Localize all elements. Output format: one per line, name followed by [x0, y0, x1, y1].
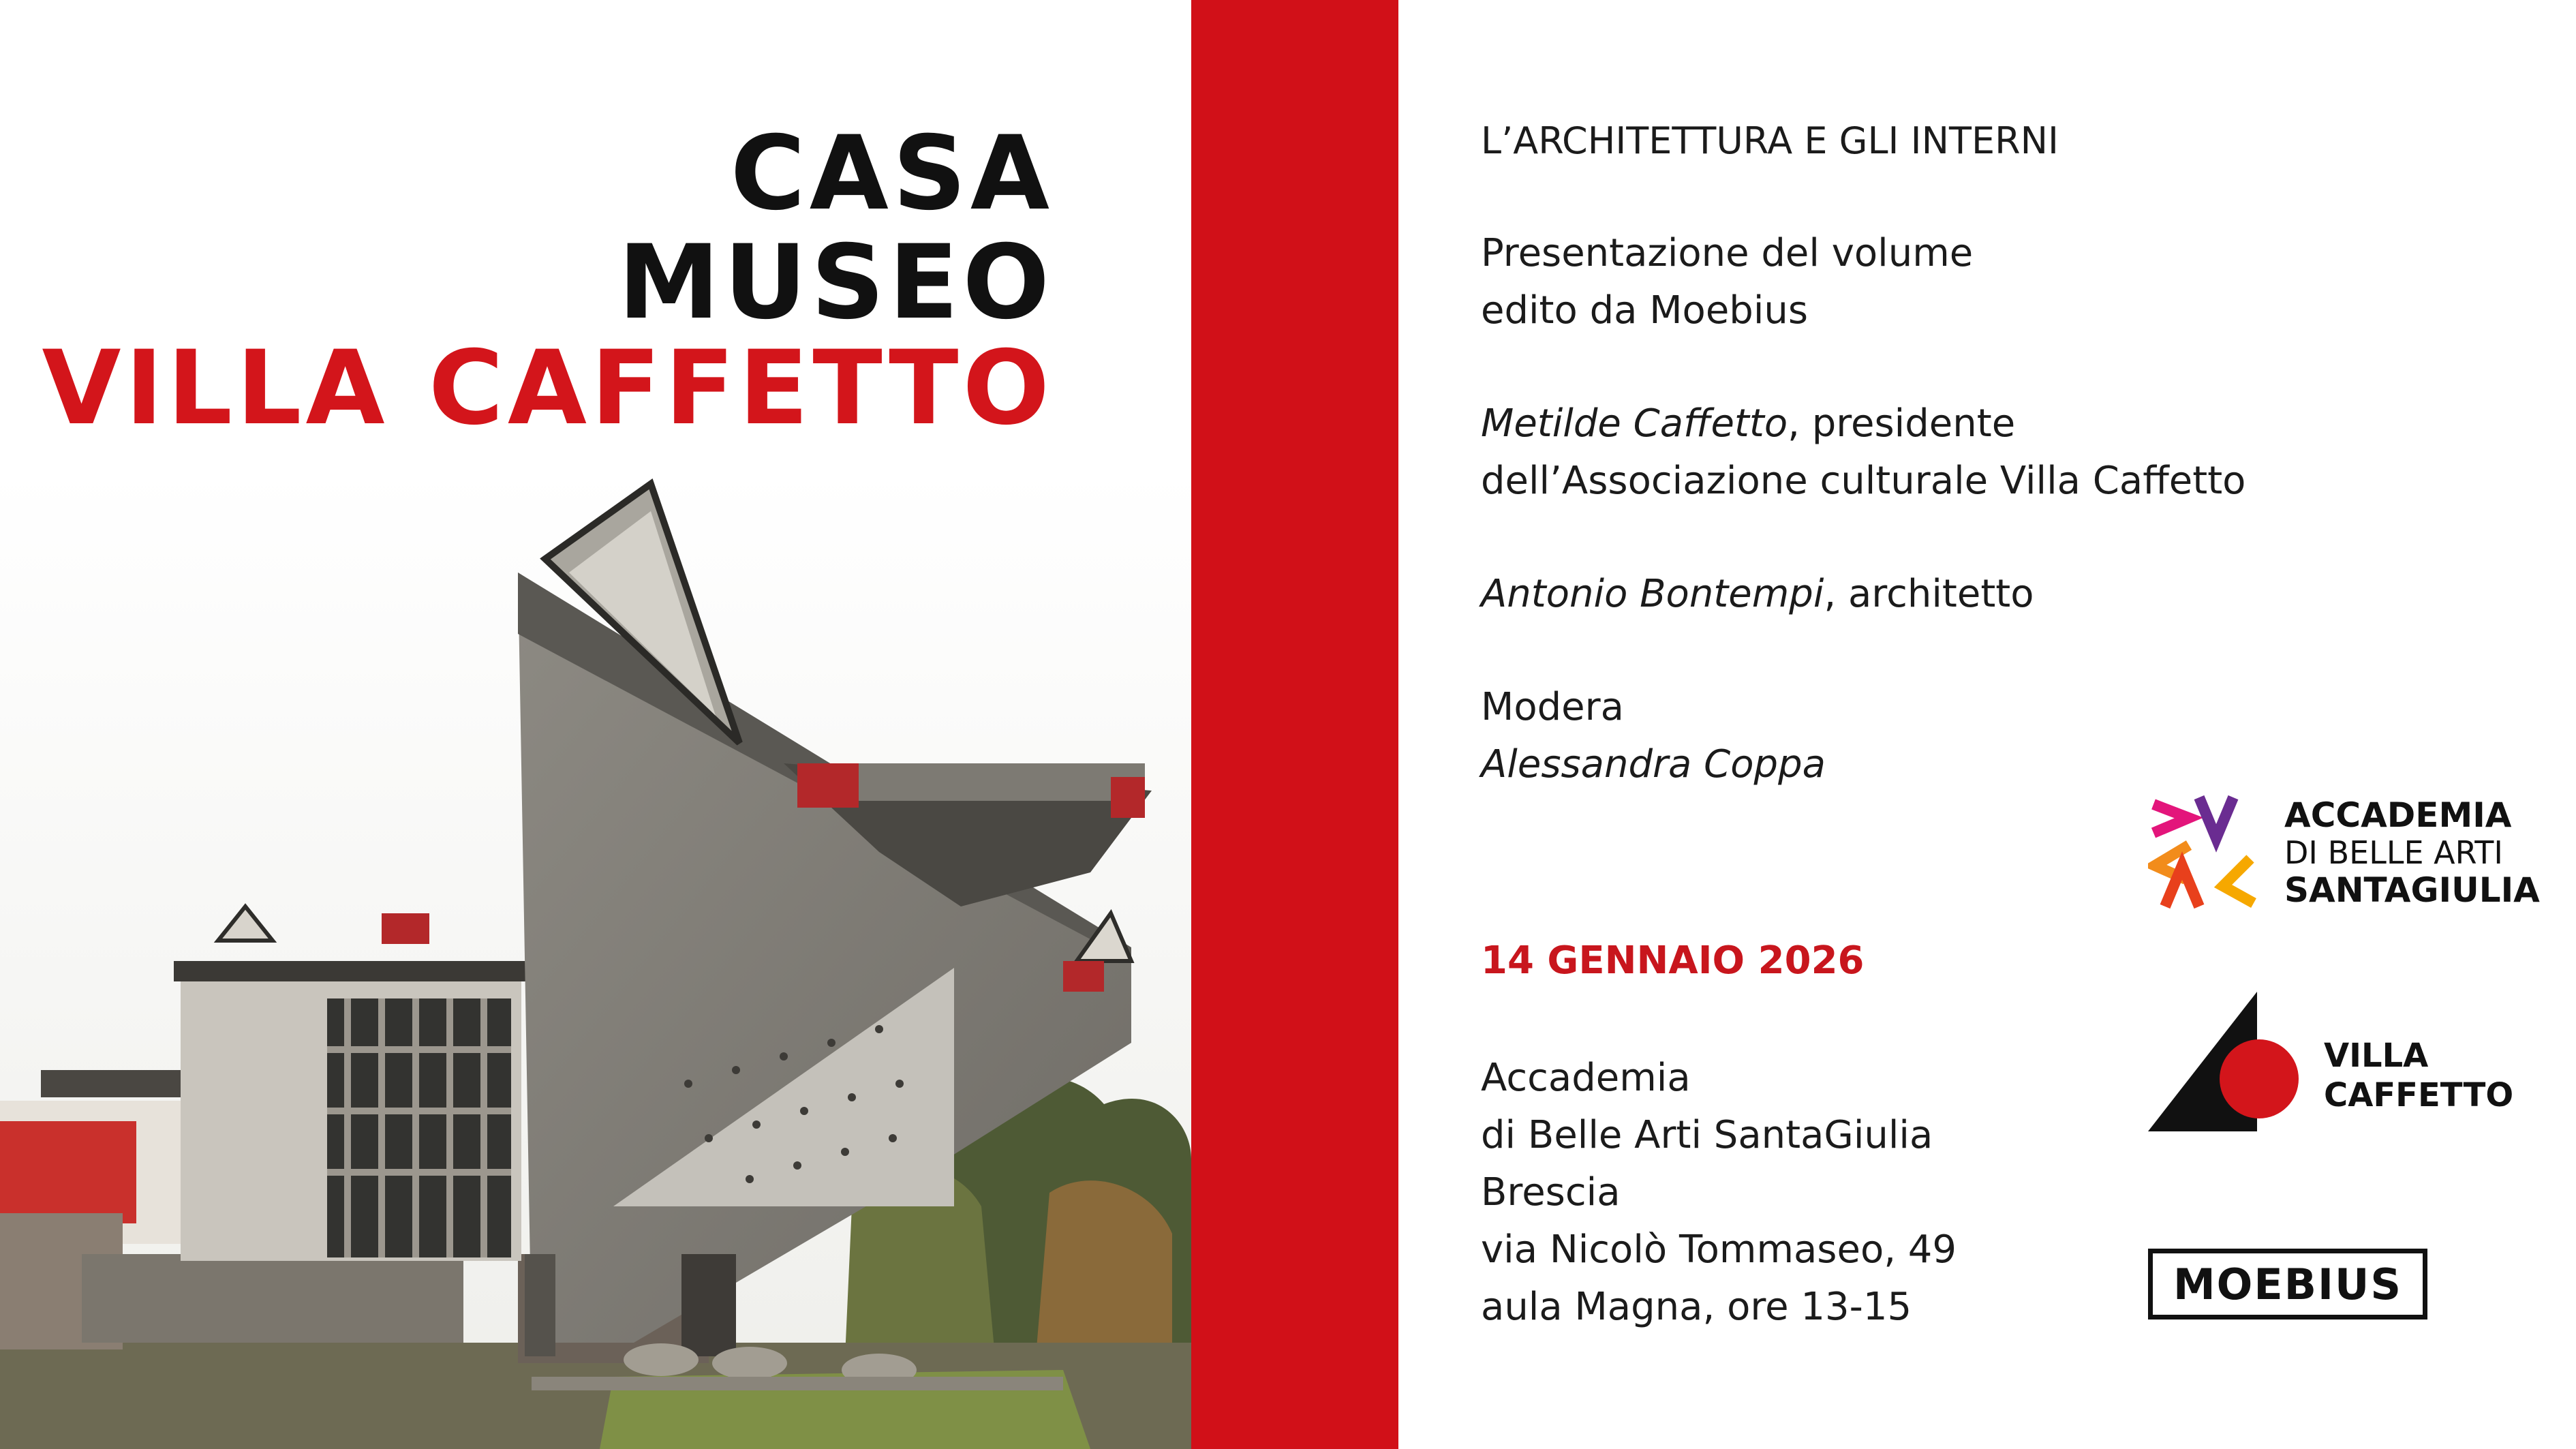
- villa-photo: [0, 470, 1191, 1449]
- accademia-line-1: ACCADEMIA: [2284, 795, 2512, 835]
- villa-line-1: VILLA: [2324, 1037, 2429, 1075]
- moebius-logo: [2148, 1249, 2427, 1320]
- title-line-2: MUSEO: [617, 224, 1054, 342]
- accademia-line-3: SANTAGIULIA: [2284, 870, 2540, 910]
- venue-address: via Nicolò Tommaseo, 49: [1481, 1227, 1957, 1272]
- info-panel: [1398, 0, 2576, 1449]
- villa-line-2: CAFFETTO: [2324, 1076, 2514, 1114]
- title-line-1: CASA: [730, 115, 1054, 233]
- speaker-1-org: dell’Associazione culturale Villa Caffetto: [1481, 459, 2246, 503]
- speaker-2: [1481, 566, 2034, 623]
- speaker-2-role: , architetto: [1824, 572, 2034, 616]
- heading: L’ARCHITETTURA E GLI INTERNI: [1481, 119, 2059, 162]
- red-band: [1191, 0, 1398, 1449]
- speaker-1-role: , presidente: [1788, 401, 2016, 446]
- presentation-line-1: Presentazione del volume: [1481, 231, 1974, 275]
- event-date: 14 GENNAIO 2026: [1481, 939, 1865, 983]
- accademia-mark-icon: [2148, 791, 2271, 913]
- speaker-1: [1481, 395, 2015, 453]
- title-line-3: VILLA CAFFETTO: [42, 329, 1054, 448]
- venue-room-time: aula Magna, ore 13-15: [1481, 1285, 1912, 1329]
- moderator-name: Alessandra Coppa: [1481, 742, 1826, 787]
- villa-caffetto-logo: [2148, 992, 2530, 1142]
- venue-line-2: di Belle Arti SantaGiulia: [1481, 1113, 1933, 1157]
- moebius-wordmark: MOEBIUS: [2173, 1259, 2403, 1309]
- speaker-1-name: Metilde Caffetto: [1481, 401, 1788, 446]
- speaker-2-name: Antonio Bontempi: [1481, 572, 1824, 616]
- accademia-logo: [2148, 791, 2540, 913]
- cover-panel: [0, 0, 1191, 1449]
- accademia-line-2: DI BELLE ARTI: [2284, 834, 2503, 871]
- presentation-line-2: edito da Moebius: [1481, 288, 1809, 333]
- villa-mark-icon: [2148, 992, 2305, 1135]
- venue-city: Brescia: [1481, 1170, 1621, 1215]
- moderator-label: Modera: [1481, 685, 1624, 729]
- venue-line-1: Accademia: [1481, 1056, 1691, 1100]
